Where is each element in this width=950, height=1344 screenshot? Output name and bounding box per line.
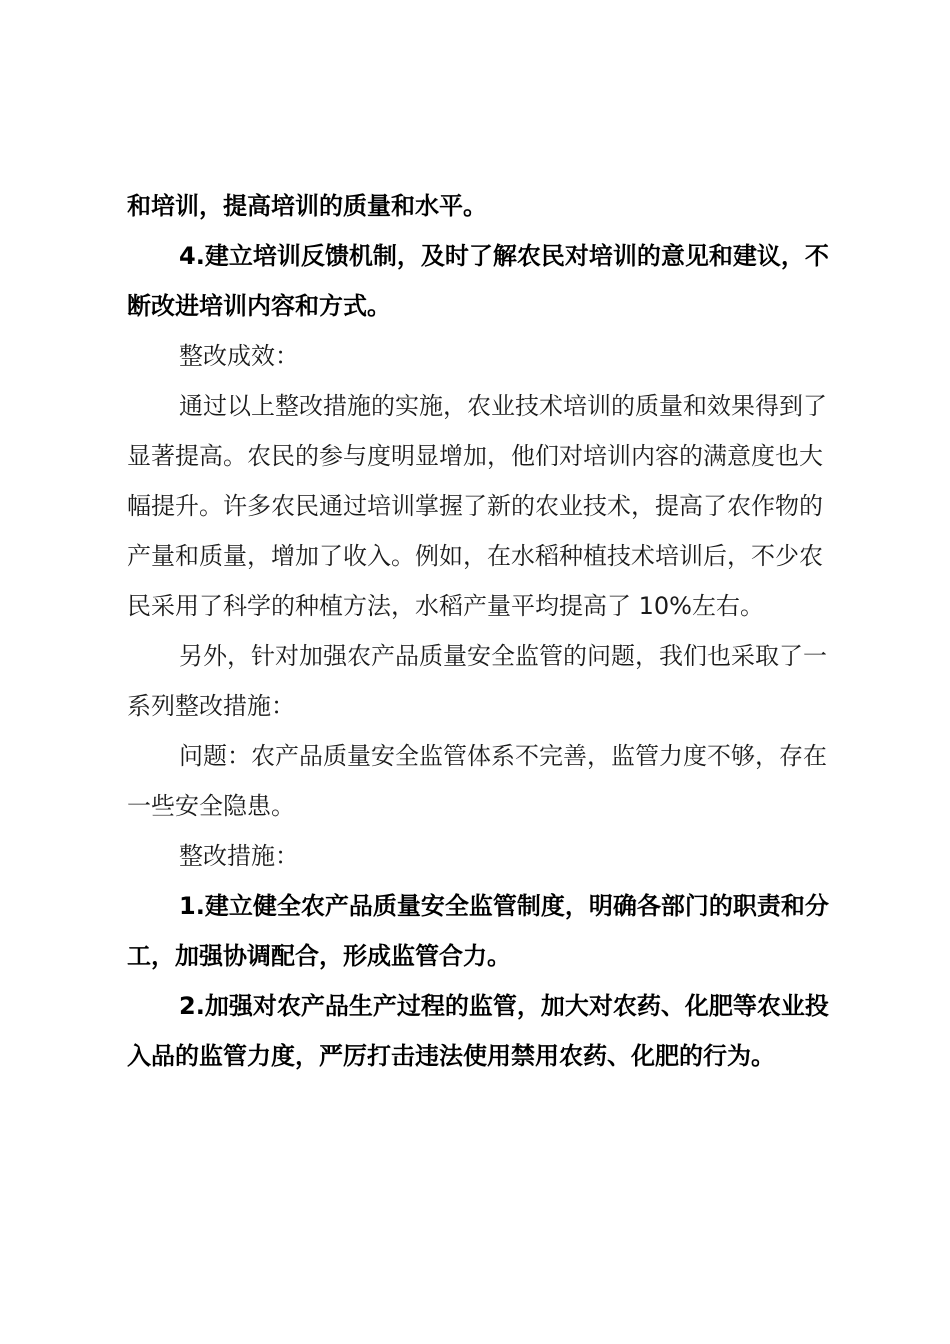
paragraph-measure-1: 1.建立健全农产品质量安全监管制度，明确各部门的职责和分工，加强协调配合，形成监管合力。 [127, 892, 829, 970]
paragraph-training-quality-continuation: 和培训，提高培训的质量和水平。 [127, 192, 487, 220]
heading-rectification-measures: 整改措施： [179, 842, 299, 870]
paragraph-results-description: 通过以上整改措施的实施，农业技术培训的质量和效果得到了显著提高。农民的参与度明显增加，他们对培训内容的满意度也大幅提升。许多农民通过培训掌握了新的农业技术，提高了农作物的产量和质量，增加了收入。例如，在水稻种植技术培训后，不少农民采用了科学的种植方法，水稻产量平均提高了 10%左右。 [127, 392, 827, 620]
document-body [127, 181, 837, 1081]
paragraph-feedback-mechanism: 4.建立培训反馈机制，及时了解农民对培训的意见和建议，不断改进培训内容和方式。 [127, 242, 829, 320]
paragraph-measure-2: 2.加强对农产品生产过程的监管，加大对农药、化肥等农业投入品的监管力度，严厉打击违法使用禁用农药、化肥的行为。 [127, 992, 829, 1070]
paragraph-product-safety-intro: 另外，针对加强农产品质量安全监管的问题，我们也采取了一系列整改措施： [127, 642, 827, 720]
paragraph-problem-statement: 问题：农产品质量安全监管体系不完善，监管力度不够，存在一些安全隐患。 [127, 742, 827, 820]
heading-rectification-results: 整改成效： [179, 342, 299, 370]
